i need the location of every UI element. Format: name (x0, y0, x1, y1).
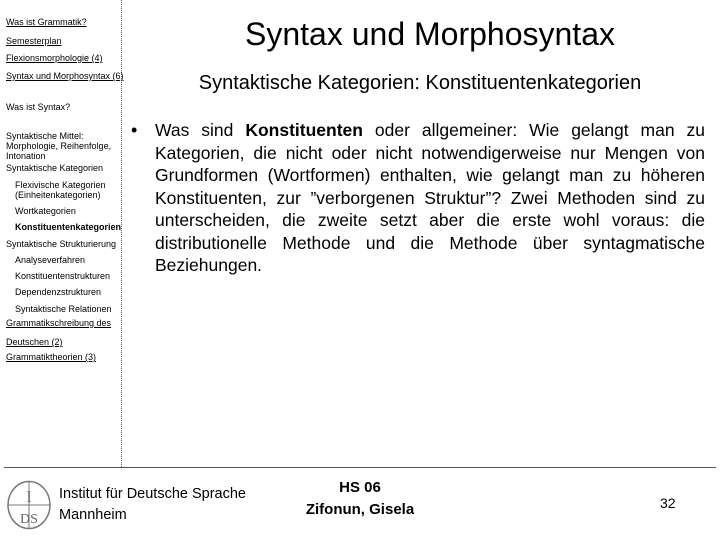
body-text-start: Was sind (155, 120, 246, 140)
nav-item-analyseverfahren[interactable]: Analyseverfahren (15, 255, 86, 265)
nav-item-was-ist-grammatik[interactable]: Was ist Grammatik? (6, 17, 87, 27)
nav-item-was-ist-syntax[interactable]: Was ist Syntax? (6, 102, 71, 112)
nav-item-konstituentenstrukturen[interactable]: Konstituentenstrukturen (15, 271, 111, 281)
nav-item-dependenzstrukturen[interactable]: Dependenzstrukturen (15, 287, 102, 297)
footer-course-info (300, 478, 420, 520)
footer-term: HS 06 (339, 479, 381, 496)
nav-item-syntaktische-mittel[interactable]: Syntaktische Mittel: Morphologie, Reihenfolge, Intonation (6, 131, 112, 161)
nav-item-semesterplan[interactable]: Semesterplan (6, 36, 62, 46)
nav-item-syntaktische-relationen[interactable]: Syntaktische Relationen (15, 304, 112, 314)
nav-item-grammatikschreibung[interactable]: Grammatikschreibung des Deutschen (2) (6, 318, 112, 347)
nav-item-flexivische-kategorien[interactable]: Flexivische Kategorien (Einheitenkategorien) (15, 180, 106, 200)
sidebar-navigation (0, 0, 122, 467)
institute-line-2: Mannheim (59, 507, 127, 523)
nav-item-wortkategorien[interactable]: Wortkategorien (15, 206, 76, 216)
institute-name (59, 484, 246, 526)
body-text-rest: oder allgemeiner: Wie gelangt man zu Kategorien, die nicht oder nicht notwendigerweise nur Mengen von Grundformen (Wortformen) enthalten, wie gelangt man zu höheren Konstituenten, zur ”verborgenen Struktur”? Zwei Methoden sind zu unterscheiden, die zweite setzt aber die erste wohl voraus: die distributionelle Methode und die Methode über syntagmatische Beziehungen. (155, 120, 705, 275)
slide-body-text (155, 119, 705, 277)
slide-title: Syntax und Morphosyntax (245, 16, 615, 52)
bullet-marker: • (131, 120, 138, 140)
body-text-bold-term: Konstituenten (245, 120, 363, 140)
institute-line-1: Institut für Deutsche Sprache (59, 486, 246, 502)
nav-item-syntaktische-strukturierung[interactable]: Syntaktische Strukturierung (6, 239, 117, 249)
svg-text:DS: DS (20, 512, 38, 527)
nav-item-flexionsmorphologie[interactable]: Flexionsmorphologie (4) (6, 53, 103, 63)
slide-subtitle: Syntaktische Kategorien: Konstituentenkategorien (198, 72, 642, 94)
footer-author: Zifonun, Gisela (305, 501, 415, 518)
nav-item-grammatiktheorien[interactable]: Grammatiktheorien (3) (6, 352, 97, 362)
page-number: 32 (660, 495, 676, 511)
svg-text:I: I (26, 489, 32, 506)
nav-item-syntax-und-morphosyntax[interactable]: Syntax und Morphosyntax (6) (6, 71, 124, 81)
ids-logo-icon (6, 480, 52, 530)
nav-item-syntaktische-kategorien[interactable]: Syntaktische Kategorien (6, 163, 104, 173)
footer-divider (4, 467, 716, 468)
nav-item-konstituentenkategorien[interactable]: Konstituentenkategorien (15, 222, 122, 232)
